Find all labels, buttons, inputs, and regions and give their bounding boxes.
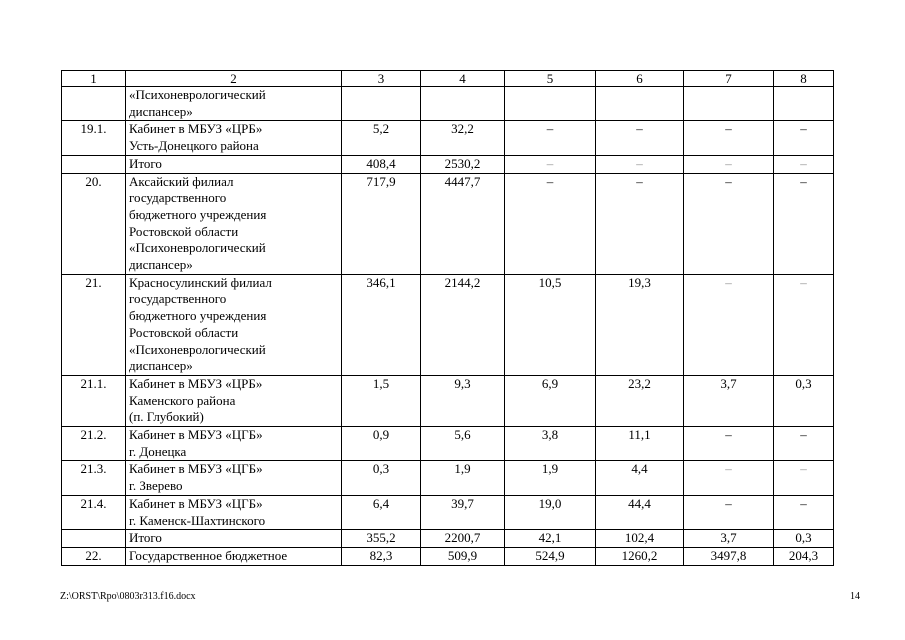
value-cell: 0,9 — [342, 427, 421, 461]
value-cell: – — [596, 155, 684, 173]
value-cell: 2530,2 — [421, 155, 505, 173]
row-number: 22. — [62, 547, 126, 565]
value-cell: 102,4 — [596, 530, 684, 548]
institution-name: Кабинет в МБУЗ «ЦГБ» г. Донецка — [126, 427, 342, 461]
value-cell: 42,1 — [505, 530, 596, 548]
value-cell: – — [684, 155, 774, 173]
value-cell: – — [505, 121, 596, 155]
row-number: 21. — [62, 274, 126, 375]
table-row — [62, 375, 834, 426]
table-row — [62, 547, 834, 565]
table-row — [62, 461, 834, 495]
value-cell: – — [505, 173, 596, 274]
value-cell: – — [774, 155, 834, 173]
value-cell — [774, 87, 834, 121]
value-cell: 204,3 — [774, 547, 834, 565]
table-row — [62, 155, 834, 173]
value-cell: 2200,7 — [421, 530, 505, 548]
value-cell: – — [684, 461, 774, 495]
column-header: 1 — [62, 71, 126, 87]
institution-name: Государственное бюджетное — [126, 547, 342, 565]
value-cell: 3,7 — [684, 375, 774, 426]
footer-file-path: Z:\ORST\Rpo\0803r313.f16.docx — [60, 591, 196, 602]
value-cell: – — [505, 155, 596, 173]
value-cell: 10,5 — [505, 274, 596, 375]
value-cell: 4,4 — [596, 461, 684, 495]
value-cell: 82,3 — [342, 547, 421, 565]
value-cell — [421, 87, 505, 121]
table-row — [62, 530, 834, 548]
institution-name: Итого — [126, 530, 342, 548]
header-row — [62, 71, 834, 87]
value-cell: – — [684, 427, 774, 461]
value-cell: 717,9 — [342, 173, 421, 274]
value-cell: – — [684, 274, 774, 375]
value-cell: 1260,2 — [596, 547, 684, 565]
institution-name: Красносулинский филиал государственного бюджетного учреждения Ростовской области «Психоневрологический диспансер» — [126, 274, 342, 375]
value-cell: 23,2 — [596, 375, 684, 426]
table-row — [62, 495, 834, 529]
row-number — [62, 530, 126, 548]
column-header: 2 — [126, 71, 342, 87]
column-header: 5 — [505, 71, 596, 87]
value-cell: – — [774, 495, 834, 529]
row-number: 19.1. — [62, 121, 126, 155]
value-cell — [342, 87, 421, 121]
value-cell: – — [774, 461, 834, 495]
value-cell: 9,3 — [421, 375, 505, 426]
value-cell: – — [774, 427, 834, 461]
value-cell: – — [684, 173, 774, 274]
data-table — [61, 70, 834, 566]
value-cell: 39,7 — [421, 495, 505, 529]
value-cell: 6,9 — [505, 375, 596, 426]
institution-name: Кабинет в МБУЗ «ЦГБ» г. Зверево — [126, 461, 342, 495]
institution-name: «Психоневрологический диспансер» — [126, 87, 342, 121]
institution-name: Аксайский филиал государственного бюджетного учреждения Ростовской области «Психоневрологический диспансер» — [126, 173, 342, 274]
value-cell: 2144,2 — [421, 274, 505, 375]
column-header: 6 — [596, 71, 684, 87]
institution-name: Кабинет в МБУЗ «ЦРБ» Усть-Донецкого района — [126, 121, 342, 155]
row-number — [62, 155, 126, 173]
value-cell: 524,9 — [505, 547, 596, 565]
column-header: 7 — [684, 71, 774, 87]
value-cell — [596, 87, 684, 121]
value-cell: – — [774, 274, 834, 375]
value-cell: 355,2 — [342, 530, 421, 548]
value-cell: 19,0 — [505, 495, 596, 529]
column-header: 8 — [774, 71, 834, 87]
value-cell: 0,3 — [774, 375, 834, 426]
value-cell: 5,2 — [342, 121, 421, 155]
value-cell: 3,8 — [505, 427, 596, 461]
row-number: 21.4. — [62, 495, 126, 529]
column-header: 4 — [421, 71, 505, 87]
value-cell: 1,5 — [342, 375, 421, 426]
value-cell: – — [684, 121, 774, 155]
row-number: 20. — [62, 173, 126, 274]
value-cell: 32,2 — [421, 121, 505, 155]
value-cell: 0,3 — [342, 461, 421, 495]
page-number: 14 — [850, 591, 860, 602]
institution-name: Кабинет в МБУЗ «ЦРБ» Каменского района (п. Глубокий) — [126, 375, 342, 426]
value-cell: 0,3 — [774, 530, 834, 548]
value-cell: 5,6 — [421, 427, 505, 461]
value-cell: – — [596, 173, 684, 274]
value-cell: – — [774, 173, 834, 274]
row-number: 21.2. — [62, 427, 126, 461]
institution-name: Кабинет в МБУЗ «ЦГБ» г. Каменск-Шахтинского — [126, 495, 342, 529]
table-row — [62, 121, 834, 155]
table-row — [62, 87, 834, 121]
value-cell: 1,9 — [421, 461, 505, 495]
value-cell — [505, 87, 596, 121]
value-cell: 19,3 — [596, 274, 684, 375]
column-header: 3 — [342, 71, 421, 87]
value-cell: – — [774, 121, 834, 155]
value-cell: 11,1 — [596, 427, 684, 461]
value-cell: 3,7 — [684, 530, 774, 548]
value-cell: 44,4 — [596, 495, 684, 529]
table-row — [62, 173, 834, 274]
value-cell: – — [596, 121, 684, 155]
value-cell — [684, 87, 774, 121]
table-row — [62, 427, 834, 461]
row-number: 21.1. — [62, 375, 126, 426]
value-cell: 6,4 — [342, 495, 421, 529]
row-number: 21.3. — [62, 461, 126, 495]
row-number — [62, 87, 126, 121]
value-cell: 3497,8 — [684, 547, 774, 565]
value-cell: 408,4 — [342, 155, 421, 173]
table-row — [62, 274, 834, 375]
value-cell: 346,1 — [342, 274, 421, 375]
institution-name: Итого — [126, 155, 342, 173]
value-cell: 4447,7 — [421, 173, 505, 274]
value-cell: – — [684, 495, 774, 529]
value-cell: 1,9 — [505, 461, 596, 495]
value-cell: 509,9 — [421, 547, 505, 565]
